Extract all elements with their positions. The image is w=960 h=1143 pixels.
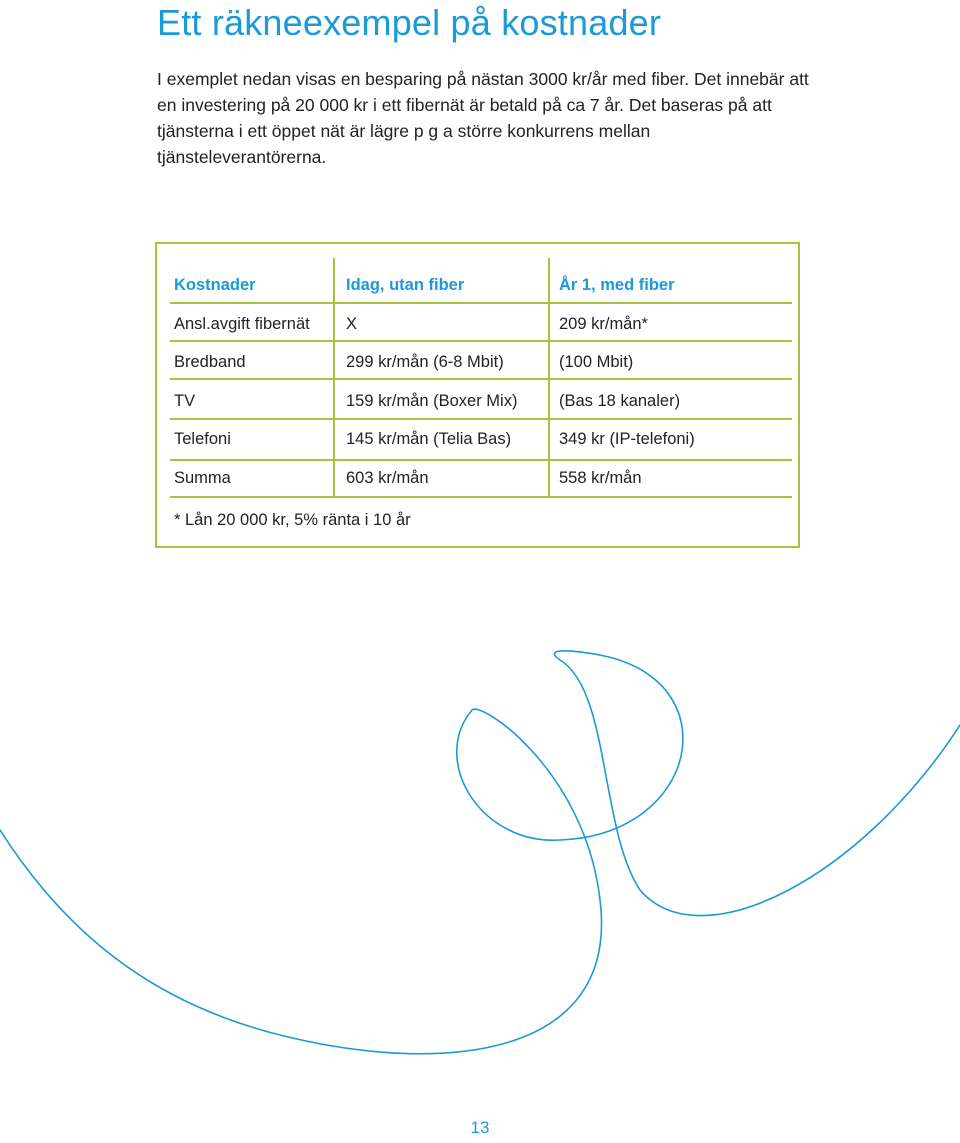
table-header-idag: Idag, utan fiber (346, 276, 465, 294)
swirl-line (0, 651, 960, 1054)
table-cell: Telefoni (174, 430, 231, 448)
table-header-kostnader: Kostnader (174, 276, 256, 294)
table-cell: 349 kr (IP-telefoni) (559, 430, 695, 448)
table-cell: 603 kr/mån (346, 469, 429, 487)
table-cell: 145 kr/mån (Telia Bas) (346, 430, 512, 448)
table-cell: 159 kr/mån (Boxer Mix) (346, 392, 518, 410)
table-cell: Bredband (174, 353, 246, 371)
table-cell: (Bas 18 kanaler) (559, 392, 681, 410)
table-cell: Summa (174, 469, 231, 487)
page-title: Ett räkneexempel på kostnader (157, 2, 662, 43)
table-header-ar1: År 1, med fiber (559, 276, 675, 294)
table-cell: TV (174, 392, 196, 410)
table-cell: 299 kr/mån (6-8 Mbit) (346, 353, 504, 371)
table-cell: 558 kr/mån (559, 469, 642, 487)
intro-paragraph: I exemplet nedan visas en besparing på nästan 3000 kr/år med fiber. Det innebär att en investering på 20 000 kr i ett fibernät är betald på ca 7 år. Det baseras på att tjänsterna i ett öppet nät är lägre p g a större konkurrens mellan tjänsteleverantörerna. (157, 69, 809, 167)
table-cell: 209 kr/mån* (559, 315, 648, 333)
table-cell: Ansl.avgift fibernät (174, 315, 310, 333)
page-number: 13 (470, 1118, 490, 1137)
table-cell: X (346, 315, 358, 333)
table-cell: (100 Mbit) (559, 353, 634, 371)
table-footnote: * Lån 20 000 kr, 5% ränta i 10 år (174, 511, 411, 529)
